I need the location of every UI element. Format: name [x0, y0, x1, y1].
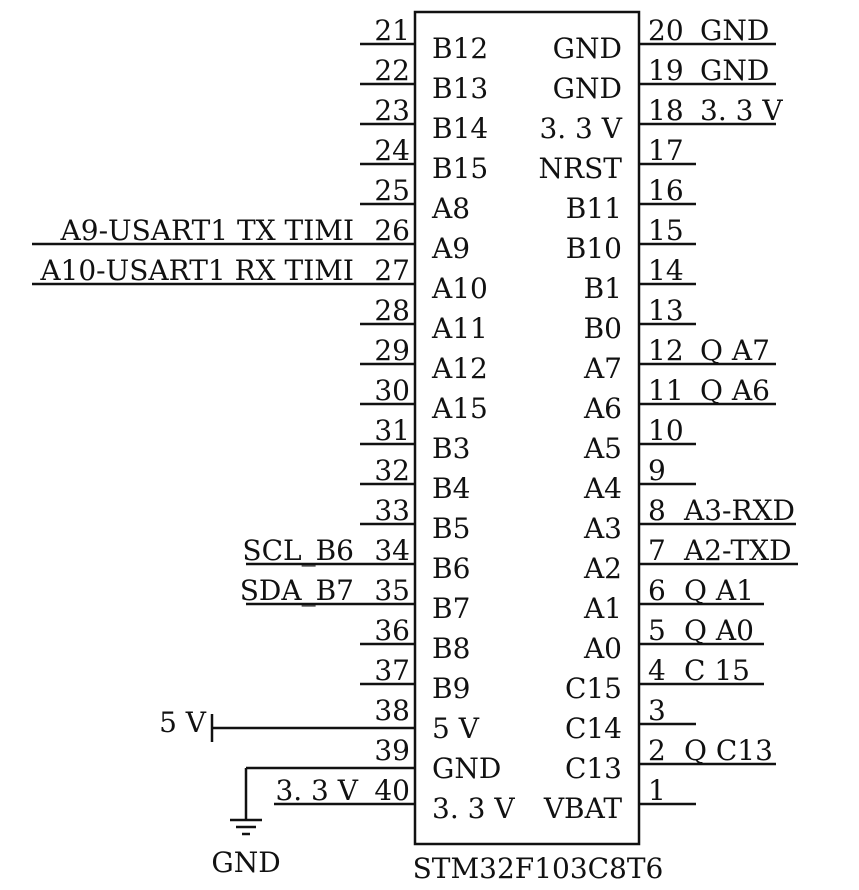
net-label: A10-USART1 RX TIMI — [40, 254, 354, 287]
pin-number: 29 — [374, 334, 410, 367]
net-label: Q A0 — [684, 614, 754, 647]
pin-number: 6 — [648, 574, 666, 607]
net-label: GND — [700, 14, 770, 47]
pin-number: 8 — [648, 494, 666, 527]
pin-number: 3 — [648, 694, 666, 727]
pin-number: 35 — [374, 574, 410, 607]
pin-number: 2 — [648, 734, 666, 767]
net-label: SCL_B6 — [242, 534, 354, 567]
pin-number: 34 — [374, 534, 410, 567]
pin-number: 9 — [648, 454, 666, 487]
pin-label: A1 — [583, 592, 622, 625]
pin-number: 28 — [374, 294, 410, 327]
ground-label: GND — [211, 846, 281, 879]
net-label: A3-RXD — [684, 494, 795, 527]
pin-number: 18 — [648, 94, 684, 127]
pin-label: A11 — [432, 312, 488, 345]
pin-label: A2 — [583, 552, 622, 585]
pin-number: 30 — [374, 374, 410, 407]
net-label: Q A6 — [700, 374, 770, 407]
pin-number: 25 — [374, 174, 410, 207]
pin-number: 26 — [374, 214, 410, 247]
pin-label: GND — [552, 72, 622, 105]
pin-number: 36 — [374, 614, 410, 647]
pin-number: 23 — [374, 94, 410, 127]
pin-number: 19 — [648, 54, 684, 87]
pin-label: NRST — [538, 152, 622, 185]
pin-label: GND — [432, 752, 502, 785]
pin-number: 4 — [648, 654, 666, 687]
pin-number: 20 — [648, 14, 684, 47]
net-label: Q C13 — [684, 734, 773, 767]
pin-label: A7 — [583, 352, 622, 385]
pin-label: A15 — [432, 392, 488, 425]
pin-label: B4 — [432, 472, 471, 505]
net-label: 3. 3 V — [700, 94, 783, 127]
pin-label: B6 — [432, 552, 471, 585]
net-label: Q A1 — [684, 574, 754, 607]
pin-label: B3 — [432, 432, 471, 465]
pin-27 — [32, 254, 488, 305]
pin-label: C13 — [564, 752, 622, 785]
right-pin-column — [539, 14, 798, 825]
pin-number: 21 — [374, 14, 410, 47]
pin-number: 39 — [374, 734, 410, 767]
pin-number: 14 — [648, 254, 684, 287]
net-label: A9-USART1 TX TIMI — [60, 214, 354, 247]
pin-label: VBAT — [543, 792, 622, 825]
pin-number: 1 — [648, 774, 666, 807]
pin-label: B1 — [583, 272, 622, 305]
pin-label: GND — [552, 32, 622, 65]
pin-label: B14 — [432, 112, 489, 145]
pin-label: C15 — [564, 672, 622, 705]
pin-label: B0 — [583, 312, 622, 345]
pin-label: B15 — [432, 152, 489, 185]
pin-label: A8 — [432, 192, 471, 225]
pin-number: 24 — [374, 134, 410, 167]
net-label: A2-TXD — [684, 534, 792, 567]
pin-label: 3. 3 V — [432, 792, 515, 825]
pin-label: C14 — [564, 712, 622, 745]
chip-name: STM32F103C8T6 — [412, 852, 664, 885]
pin-label: B9 — [432, 672, 471, 705]
pin-number: 31 — [374, 414, 410, 447]
pin-number: 17 — [648, 134, 684, 167]
net-label: Q A7 — [700, 334, 770, 367]
pin-number: 16 — [648, 174, 684, 207]
pin-label: A6 — [583, 392, 622, 425]
net-label: 5 V — [159, 706, 206, 739]
pin-label: A9 — [432, 232, 471, 265]
pin-number: 5 — [648, 614, 666, 647]
pin-number: 40 — [374, 774, 410, 807]
pin-number: 12 — [648, 334, 684, 367]
pin-label: B12 — [432, 32, 489, 65]
pin-label: 5 V — [432, 712, 479, 745]
pin-number: 27 — [374, 254, 410, 287]
pin-label: A10 — [432, 272, 488, 305]
net-label: SDA_B7 — [239, 574, 354, 607]
pin-label: A4 — [583, 472, 622, 505]
pin-number: 11 — [648, 374, 684, 407]
pin-number: 37 — [374, 654, 410, 687]
left-pin-column — [32, 14, 515, 825]
net-label: GND — [700, 54, 770, 87]
pin-label: A12 — [432, 352, 488, 385]
pin-label: B11 — [565, 192, 622, 225]
pin-label: B7 — [432, 592, 471, 625]
net-label: C 15 — [684, 654, 750, 687]
pin-label: B13 — [432, 72, 489, 105]
pin-number: 7 — [648, 534, 666, 567]
pin-label: B5 — [432, 512, 471, 545]
pin-label: A3 — [583, 512, 622, 545]
pin-number: 13 — [648, 294, 684, 327]
pin-number: 15 — [648, 214, 684, 247]
pin-number: 33 — [374, 494, 410, 527]
pin-label: B10 — [565, 232, 622, 265]
pin-number: 32 — [374, 454, 410, 487]
pin-label: B8 — [432, 632, 471, 665]
pin-number: 38 — [374, 694, 410, 727]
pin-number: 22 — [374, 54, 410, 87]
pin-number: 10 — [648, 414, 684, 447]
pin-label: 3. 3 V — [539, 112, 622, 145]
pin-label: A5 — [583, 432, 622, 465]
pin-label: A0 — [583, 632, 622, 665]
net-label: 3. 3 V — [275, 774, 358, 807]
